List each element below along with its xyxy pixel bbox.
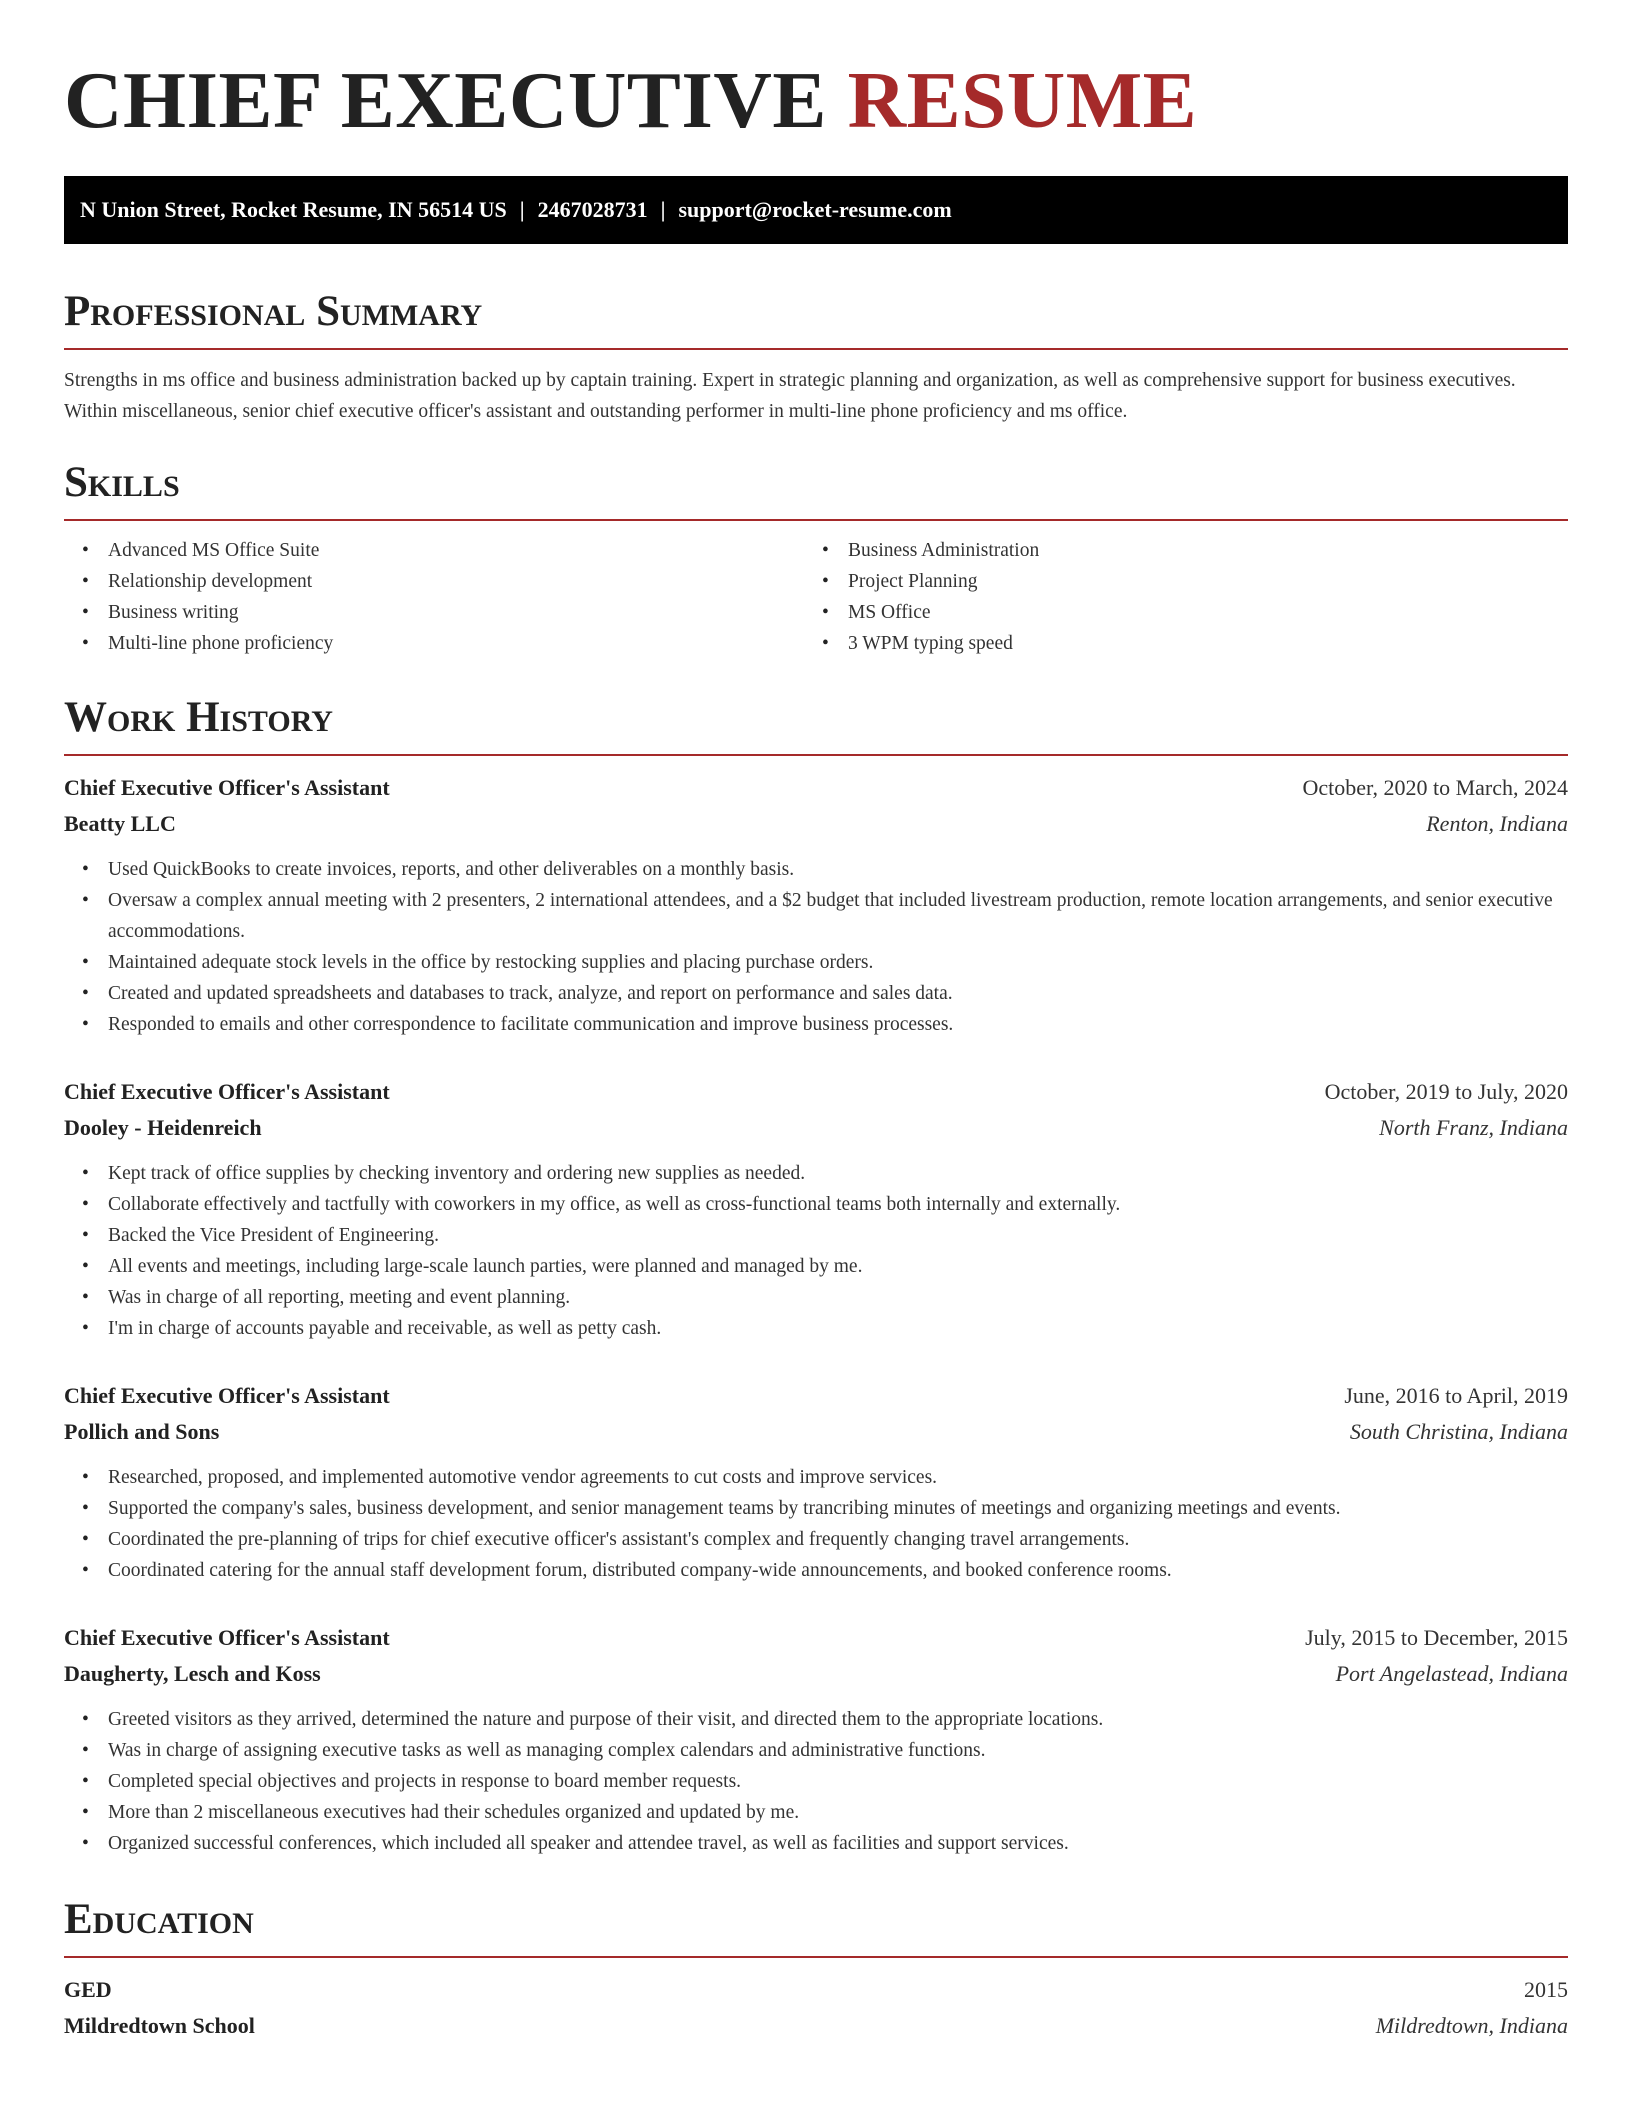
job-dates: July, 2015 to December, 2015 xyxy=(1305,1625,1568,1650)
job-dates: October, 2019 to July, 2020 xyxy=(1324,1079,1568,1104)
job-bullet: • Oversaw a complex annual meeting with 2 presenters, 2 international attendees, and a $2 budget that included livestream production, remote location arrangements, and senior executive accommodations. xyxy=(108,885,1568,947)
job-bullet: • More than 2 miscellaneous executives had their schedules organized and updated by me. xyxy=(108,1797,1568,1828)
job-bullet: • Organized successful conferences, which included all speaker and attendee travel, as well as facilities and support services. xyxy=(108,1828,1568,1859)
job-bullet: • Was in charge of all reporting, meeting and event planning. xyxy=(108,1282,1568,1313)
section-divider xyxy=(64,519,1568,521)
job-company: Beatty LLC xyxy=(64,811,176,836)
job-bullet: • I'm in charge of accounts payable and receivable, as well as petty cash. xyxy=(108,1313,1568,1344)
job-bullets xyxy=(64,854,1568,1040)
job-company-row xyxy=(64,1656,1568,1692)
job-company: Daugherty, Lesch and Koss xyxy=(64,1661,321,1686)
job-company: Dooley - Heidenreich xyxy=(64,1115,262,1140)
skill-item: • Relationship development xyxy=(108,566,804,597)
job-bullet: • Responded to emails and other correspondence to facilitate communication and improve business processes. xyxy=(108,1009,1568,1040)
contact-separator: | xyxy=(660,197,666,222)
job-bullet: • Created and updated spreadsheets and databases to track, analyze, and report on performance and sales data. xyxy=(108,978,1568,1009)
job-location: Port Angelastead, Indiana xyxy=(1335,1661,1568,1686)
contact-bar xyxy=(64,176,1568,244)
job-company-row xyxy=(64,806,1568,842)
job-title: Chief Executive Officer's Assistant xyxy=(64,1079,390,1104)
section-heading: Work History xyxy=(64,694,333,741)
job-company: Pollich and Sons xyxy=(64,1419,220,1444)
summary-section xyxy=(64,284,1568,427)
job-header-row xyxy=(64,1378,1568,1414)
section-heading: Education xyxy=(64,1896,254,1943)
job-bullets xyxy=(64,1462,1568,1586)
job-header-row xyxy=(64,770,1568,806)
job-location: North Franz, Indiana xyxy=(1379,1115,1568,1140)
job-entry xyxy=(64,1620,1568,1859)
skill-item: • Business Administration xyxy=(848,535,1544,566)
education-year: 2015 xyxy=(1524,1977,1568,2002)
skill-item: • MS Office xyxy=(848,597,1544,628)
education-header-row xyxy=(64,1972,1568,2008)
job-title: Chief Executive Officer's Assistant xyxy=(64,1383,390,1408)
education-entry xyxy=(64,1972,1568,2044)
contact-address: N Union Street, Rocket Resume, IN 56514 US xyxy=(80,197,507,222)
title-accent: RESUME xyxy=(847,55,1198,145)
resume-title xyxy=(64,0,1568,145)
job-bullet: • Maintained adequate stock levels in the office by restocking supplies and placing purchase orders. xyxy=(108,947,1568,978)
education-school: Mildredtown School xyxy=(64,2013,255,2038)
skill-item: • Business writing xyxy=(108,597,804,628)
skills-column-right xyxy=(804,535,1544,659)
job-header-row xyxy=(64,1074,1568,1110)
job-entry xyxy=(64,1378,1568,1586)
section-divider xyxy=(64,1956,1568,1958)
summary-text: Strengths in ms office and business administration backed up by captain training. Expert in strategic planning and organization, as well as comprehensive support for business executives. Within miscellaneous, senior chief executive officer's assistant and outstanding performer in multi-line phone proficiency and ms office. xyxy=(64,370,1516,422)
work-history-section xyxy=(64,690,1568,1859)
job-entry xyxy=(64,770,1568,1040)
title-main: CHIEF EXECUTIVE xyxy=(64,55,827,145)
job-bullets xyxy=(64,1704,1568,1859)
skills-section xyxy=(64,455,1568,659)
section-heading: Skills xyxy=(64,459,180,506)
job-bullet: • Greeted visitors as they arrived, determined the nature and purpose of their visit, and directed them to the appropriate locations. xyxy=(108,1704,1568,1735)
skill-item: • 3 WPM typing speed xyxy=(848,628,1544,659)
job-bullet: • Researched, proposed, and implemented automotive vendor agreements to cut costs and improve services. xyxy=(108,1462,1568,1493)
section-divider xyxy=(64,348,1568,350)
education-location: Mildredtown, Indiana xyxy=(1375,2013,1568,2038)
resume-page xyxy=(64,0,1568,2038)
job-bullet: • Supported the company's sales, business development, and senior management teams by trancribing minutes of meetings and organizing meetings and events. xyxy=(108,1493,1568,1524)
job-title: Chief Executive Officer's Assistant xyxy=(64,1625,390,1650)
education-degree: GED xyxy=(64,1977,112,2002)
skill-item: • Advanced MS Office Suite xyxy=(108,535,804,566)
job-company-row xyxy=(64,1110,1568,1146)
job-header-row xyxy=(64,1620,1568,1656)
job-dates: October, 2020 to March, 2024 xyxy=(1302,775,1568,800)
skills-list xyxy=(64,535,1568,659)
contact-phone: 2467028731 xyxy=(537,197,648,222)
skill-item: • Project Planning xyxy=(848,566,1544,597)
job-bullet: • Coordinated the pre-planning of trips for chief executive officer's assistant's complex and frequently changing travel arrangements. xyxy=(108,1524,1568,1555)
education-school-row xyxy=(64,2008,1568,2044)
job-company-row xyxy=(64,1414,1568,1450)
section-divider xyxy=(64,754,1568,756)
job-title: Chief Executive Officer's Assistant xyxy=(64,775,390,800)
education-section xyxy=(64,1892,1568,2044)
job-entry xyxy=(64,1074,1568,1344)
job-location: South Christina, Indiana xyxy=(1349,1419,1568,1444)
skill-item: • Multi-line phone proficiency xyxy=(108,628,804,659)
contact-separator: | xyxy=(519,197,525,222)
job-bullet: • Used QuickBooks to create invoices, reports, and other deliverables on a monthly basis. xyxy=(108,854,1568,885)
section-heading: Professional Summary xyxy=(64,288,483,335)
job-bullet: • Collaborate effectively and tactfully with coworkers in my office, as well as cross-functional teams both internally and externally. xyxy=(108,1189,1568,1220)
job-bullet: • Kept track of office supplies by checking inventory and ordering new supplies as needed. xyxy=(108,1158,1568,1189)
skills-column-left xyxy=(64,535,804,659)
job-bullets xyxy=(64,1158,1568,1344)
job-bullet: • Coordinated catering for the annual staff development forum, distributed company-wide announcements, and booked conference rooms. xyxy=(108,1555,1568,1586)
job-dates: June, 2016 to April, 2019 xyxy=(1344,1383,1568,1408)
job-bullet: • Was in charge of assigning executive tasks as well as managing complex calendars and administrative functions. xyxy=(108,1735,1568,1766)
job-bullet: • All events and meetings, including large-scale launch parties, were planned and managed by me. xyxy=(108,1251,1568,1282)
contact-email: support@rocket-resume.com xyxy=(678,197,952,222)
job-bullet: • Backed the Vice President of Engineering. xyxy=(108,1220,1568,1251)
job-location: Renton, Indiana xyxy=(1426,811,1568,836)
job-bullet: • Completed special objectives and projects in response to board member requests. xyxy=(108,1766,1568,1797)
